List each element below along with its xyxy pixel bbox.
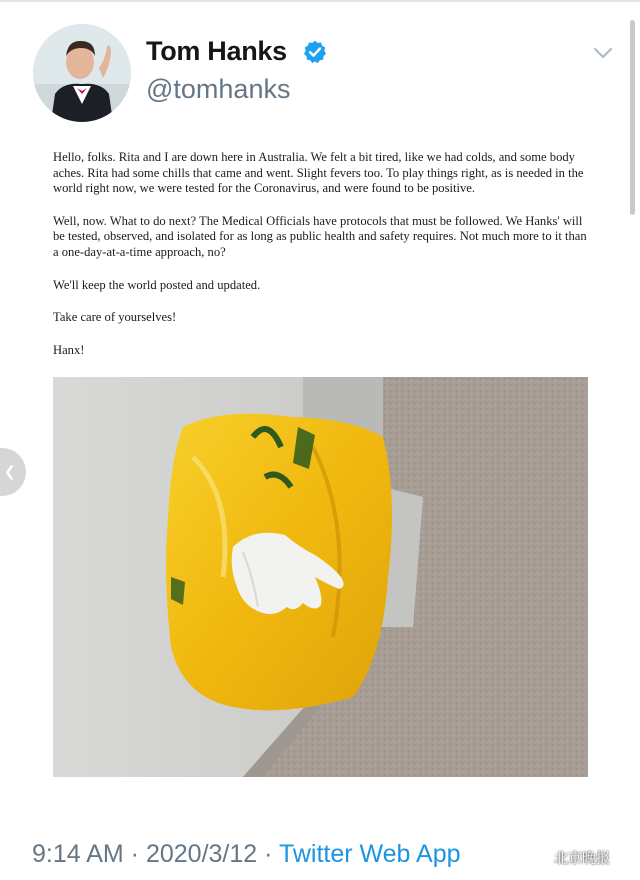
letter-paragraph: Well, now. What to do next? The Medical Officials have protocols that must be followed. We Hanks' will be tested, observed, and isolated for as long as public health and safety requires. Not much more to it than a one-day-at-a-time approach, no? (53, 213, 587, 259)
display-name[interactable]: Tom Hanks (146, 36, 287, 66)
side-back-tab[interactable] (0, 448, 26, 496)
avatar-photo (33, 24, 131, 122)
tweet-time[interactable]: 9:14 AM (32, 840, 124, 868)
scrollbar[interactable] (630, 20, 635, 215)
tweet-date[interactable]: 2020/3/12 (145, 840, 258, 868)
tweet-letter-image (53, 150, 593, 375)
tweet-photo[interactable] (53, 377, 588, 777)
tweet-source-link[interactable]: Twitter Web App (278, 840, 461, 868)
footer-separator: · (257, 840, 279, 868)
letter-paragraph: We'll keep the world posted and updated. (53, 277, 261, 292)
letter-paragraph: Hello, folks. Rita and I are down here in Australia. We felt a bit tired, like we had colds, and some body aches. Rita had some chills that came and went. Slight fevers too. To play things right, as is needed in the world right now, we were tested for the Coronavirus, and were found to be positive. (53, 150, 584, 196)
verified-badge-icon (302, 39, 328, 65)
chevron-left-icon: ❮ (4, 464, 16, 480)
bag-photo (53, 377, 588, 777)
letter-paragraph: Take care of yourselves! (53, 310, 177, 325)
chevron-down-icon[interactable] (592, 42, 614, 64)
letter-signoff: Hanx! (53, 342, 85, 357)
watermark (528, 838, 636, 878)
footer-separator: · (123, 840, 146, 868)
tweet-footer (32, 840, 461, 869)
watermark-text: 北京晚报 (554, 851, 610, 867)
handle[interactable]: @tomhanks (146, 74, 291, 104)
avatar[interactable] (33, 24, 131, 122)
wechat-icon (528, 847, 550, 869)
top-divider (0, 0, 640, 2)
